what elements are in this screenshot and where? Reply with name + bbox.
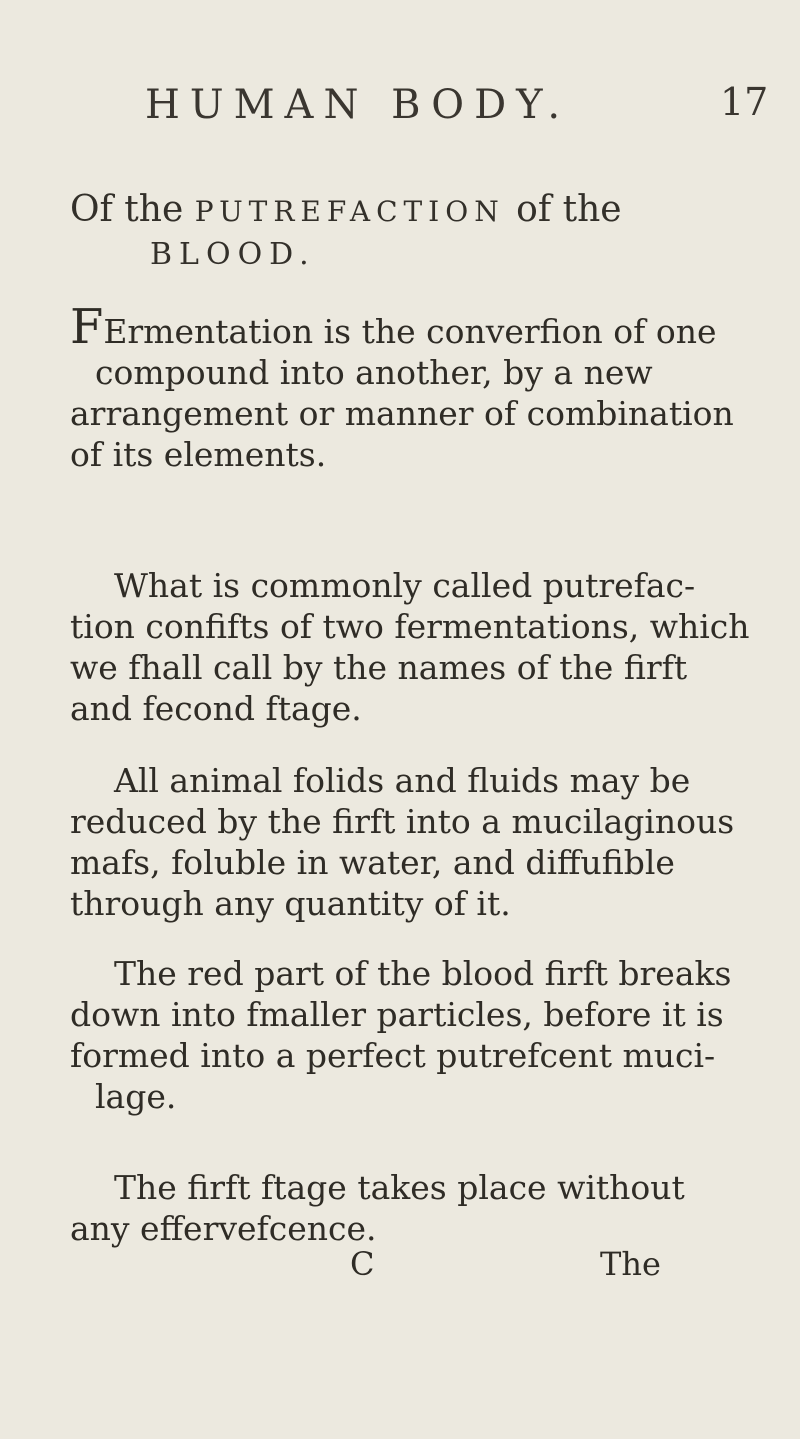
text-line: and fecond ftage. (70, 689, 362, 728)
text-line: formed into a perfect putrefcent muci- (70, 1036, 716, 1075)
paragraph-red-part (70, 953, 732, 1117)
title-word: the (562, 189, 622, 230)
section-title-blood: BLOOD. (150, 237, 316, 272)
text-line: reduced by the firft into a mucilaginous (70, 802, 735, 841)
text-line: any effervefcence. (70, 1209, 377, 1248)
text-line: arrangement or manner of combination (70, 394, 734, 433)
drop-cap: F (70, 299, 104, 355)
text-line: FErmentation is the converfion of one (70, 299, 717, 355)
title-word: the (124, 189, 184, 230)
text-line: lage. (95, 1077, 177, 1116)
catchword: The (600, 1245, 661, 1283)
paragraph-fermentation (70, 299, 734, 475)
text-line: All animal folids and fluids may be (114, 761, 691, 800)
section-title (70, 187, 710, 232)
paragraph-putrefaction (70, 565, 750, 729)
text-line: we fhall call by the names of the firft (70, 648, 688, 687)
text-line: The firft ftage takes place without (114, 1168, 685, 1207)
text-line: compound into another, by a new (95, 353, 653, 392)
paragraph-solids-fluids (70, 760, 735, 924)
text-line: through any quantity of it. (70, 884, 511, 923)
signature-mark: C (350, 1245, 375, 1283)
title-word-putrefaction: PUTREFACTION (194, 195, 505, 228)
text-line: tion confifts of two fermentations, which (70, 607, 750, 646)
page-number: 17 (720, 80, 769, 124)
text-line: mafs, foluble in water, and diffufible (70, 843, 675, 882)
text-line: The red part of the blood firft breaks (114, 954, 732, 993)
title-word: Of (70, 189, 113, 230)
text-line: of its elements. (70, 435, 327, 474)
paragraph-first-stage (70, 1167, 720, 1249)
title-word: of (516, 189, 552, 230)
text-line: down into fmaller particles, before it is (70, 995, 724, 1034)
running-head: HUMAN BODY. (145, 82, 571, 128)
text-line: What is commonly called putrefac- (114, 566, 696, 605)
